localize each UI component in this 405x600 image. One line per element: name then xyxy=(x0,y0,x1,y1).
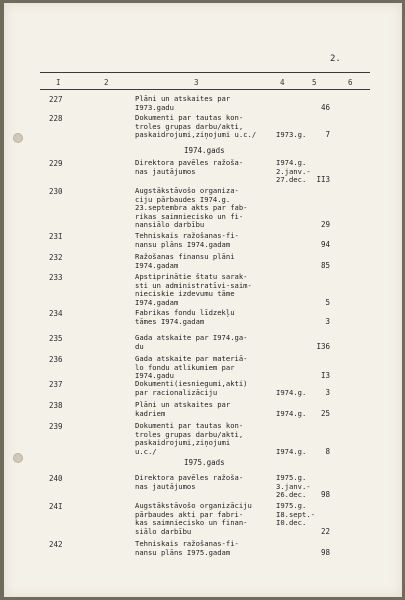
entry-sheet-count: 98 xyxy=(320,547,330,557)
entry-sheet-count: 46 xyxy=(320,102,330,112)
entry-title: Plāni un atskaites par I973.gadu xyxy=(135,94,231,112)
entry-title: Gada atskaite par I974.ga- du xyxy=(135,333,248,351)
entry-number: 235 xyxy=(49,334,63,343)
entry-sheet-count: II3 xyxy=(316,175,330,185)
entry-title: Tehniskais ražošanas-fi- nansu plāns I975.gadam xyxy=(135,539,239,557)
entry-number: 227 xyxy=(49,95,63,104)
entry-sheet-count: 7 xyxy=(325,130,330,140)
entry-number: 233 xyxy=(49,273,63,282)
entry-date: I974.g. xyxy=(276,446,307,456)
entry-title: Tehniskais ražošanas-fi- nansu plāns I974.gadam xyxy=(135,231,239,249)
entry-sheet-count: 25 xyxy=(320,408,330,418)
column-header-1: I xyxy=(56,78,61,87)
entry-title: Dokumenti par tautas kon- troles grupas darbu/akti, paskaidrojumi,ziņojumi u.c./ xyxy=(135,421,244,456)
entry-number: 239 xyxy=(49,422,63,431)
entry-sheet-count: 5 xyxy=(325,297,330,307)
document-page xyxy=(4,3,402,597)
table-header-rule xyxy=(40,89,370,90)
entry-number: 238 xyxy=(49,401,63,410)
entry-title: Plāni un atskaites par kadriem xyxy=(135,400,231,418)
entry-number: 234 xyxy=(49,309,63,318)
entry-sheet-count: 94 xyxy=(320,239,330,249)
entry-date: I975.g. 3.janv.- 26.dec. xyxy=(276,473,311,500)
entry-sheet-count: 8 xyxy=(325,446,330,456)
entry-title: Fabrikas fondu līdzekļu tāmes I974.gadam xyxy=(135,308,235,326)
punch-hole xyxy=(13,133,23,143)
entry-date: I974.g. xyxy=(276,387,307,397)
column-header-5: 5 xyxy=(312,78,317,87)
entry-sheet-count: 98 xyxy=(320,490,330,500)
entry-number: 24I xyxy=(49,502,63,511)
entry-number: 228 xyxy=(49,114,63,123)
entry-number: 242 xyxy=(49,540,63,549)
entry-title: Gada atskaite par materiā- lo fondu atlikumiem par I974.gadu xyxy=(135,354,248,381)
entry-sheet-count: 85 xyxy=(320,260,330,270)
entry-date: I974.g. xyxy=(276,408,307,418)
year-heading: I974.gads xyxy=(184,146,225,155)
column-header-3: 3 xyxy=(194,78,199,87)
entry-number: 237 xyxy=(49,380,63,389)
entry-sheet-count: I3 xyxy=(320,371,330,381)
column-header-2: 2 xyxy=(104,78,109,87)
entry-title: Dokumenti(iesniegumi,akti) par racionalizāciju xyxy=(135,379,248,397)
year-heading: I975.gads xyxy=(184,458,225,467)
entry-title: Dokumenti par tautas kon- troles grupas darbu/akti, paskaidrojumi,ziņojumi u.c./ xyxy=(135,113,257,140)
entry-sheet-count: 3 xyxy=(325,316,330,326)
column-header-4: 4 xyxy=(280,78,285,87)
table-top-rule xyxy=(40,72,370,73)
entry-number: 229 xyxy=(49,159,63,168)
entry-number: 236 xyxy=(49,355,63,364)
entry-title: Augstākstāvošo organizāciju pārbaudes akti par fabri- kas saimniecisko un finan- siālo darbību xyxy=(135,501,252,536)
entry-number: 23I xyxy=(49,232,63,241)
entry-number: 240 xyxy=(49,474,63,483)
entry-sheet-count: I36 xyxy=(316,341,330,351)
entry-title: Ražošanas finansu plāni I974.gadam xyxy=(135,252,235,270)
entry-date: I975.g. I8.sept.- I0.dec. xyxy=(276,501,315,528)
entry-number: 232 xyxy=(49,253,63,262)
page-number: 2. xyxy=(330,54,341,64)
entry-sheet-count: 22 xyxy=(320,526,330,536)
entry-sheet-count: 29 xyxy=(320,220,330,230)
column-header-6: 6 xyxy=(348,78,353,87)
punch-hole xyxy=(13,453,23,463)
entry-title: Direktora pavēles ražoša- nas jautājumos xyxy=(135,473,244,491)
entry-title: Direktora pavēles ražoša- nas jautājumos xyxy=(135,158,244,176)
entry-date: I973.g. xyxy=(276,130,307,140)
entry-number: 230 xyxy=(49,187,63,196)
entry-date: I974.g. 2.janv.- 27.dec. xyxy=(276,158,311,185)
entry-sheet-count: 3 xyxy=(325,387,330,397)
entry-title: Apstiprinātie štatu sarak- sti un administratīvi-saim- nieciskie izdevumu tāme I974.gadam xyxy=(135,272,252,307)
entry-title: Augstākstāvošo organiza- ciju pārbaudes I974.g. 23.septembra akts par fab- rikas saimniecisko un fi- nansiālo darbību xyxy=(135,186,248,230)
